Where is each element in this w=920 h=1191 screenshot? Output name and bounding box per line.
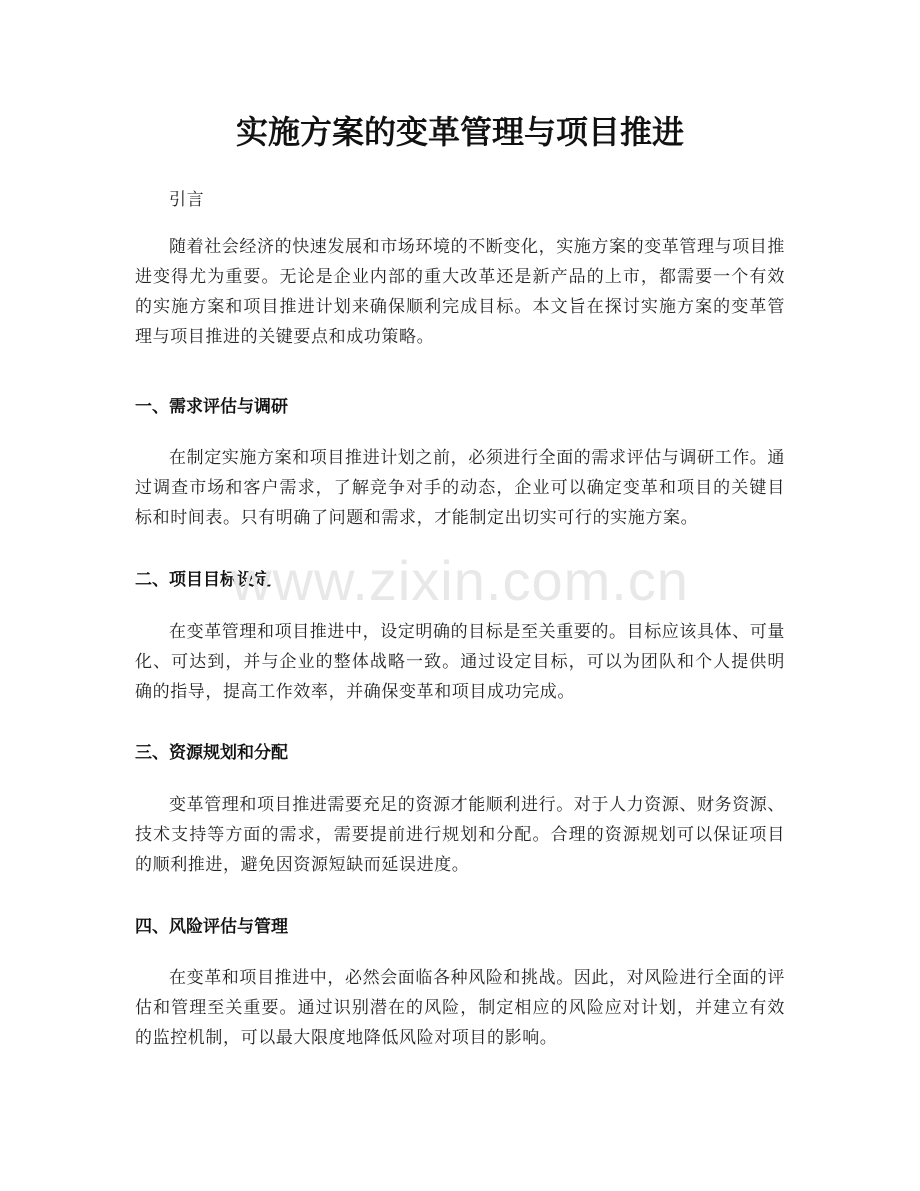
section-paragraph-1: 在制定实施方案和项目推进计划之前，必须进行全面的需求评估与调研工作。通过调查市场和客户需求，了解竞争对手的动态，企业可以确定变革和项目的关键目标和时间表。只有明确了问题和需求，才能制定出切实可行的实施方案。	[135, 448, 785, 528]
intro-label: 引言	[169, 190, 205, 210]
section-paragraph-3: 变革管理和项目推进需要充足的资源才能顺利进行。对于人力资源、财务资源、技术支持等方面的需求，需要提前进行规划和分配。合理的资源规划可以保证项目的顺利推进，避免因资源短缺而延误进度。	[135, 795, 785, 875]
intro-paragraph: 随着社会经济的快速发展和市场环境的不断变化，实施方案的变革管理与项目推进变得尤为重要。无论是企业内部的重大改革还是新产品的上市，都需要一个有效的实施方案和项目推进计划来确保顺利完成目标。本文旨在探讨实施方案的变革管理与项目推进的关键要点和成功策略。	[135, 237, 785, 347]
section-heading-4: 四、风险评估与管理	[135, 917, 288, 937]
document-title: 实施方案的变革管理与项目推进	[235, 113, 684, 151]
section-paragraph-2: 在变革管理和项目推进中，设定明确的目标是至关重要的。目标应该具体、可量化、可达到，并与企业的整体战略一致。通过设定目标，可以为团队和个人提供明确的指导，提高工作效率，并确保变革和项目成功完成。	[135, 622, 785, 702]
section-heading-3: 三、资源规划和分配	[135, 743, 288, 763]
section-paragraph-4: 在变革和项目推进中，必然会面临各种风险和挑战。因此，对风险进行全面的评估和管理至关重要。通过识别潜在的风险，制定相应的风险应对计划，并建立有效的监控机制，可以最大限度地降低风险对项目的影响。	[135, 968, 785, 1048]
section-heading-1: 一、需求评估与调研	[135, 397, 288, 417]
watermark: www.zixin.com.cn	[231, 549, 689, 612]
section-heading-2: 二、项目目标设定	[135, 570, 271, 590]
